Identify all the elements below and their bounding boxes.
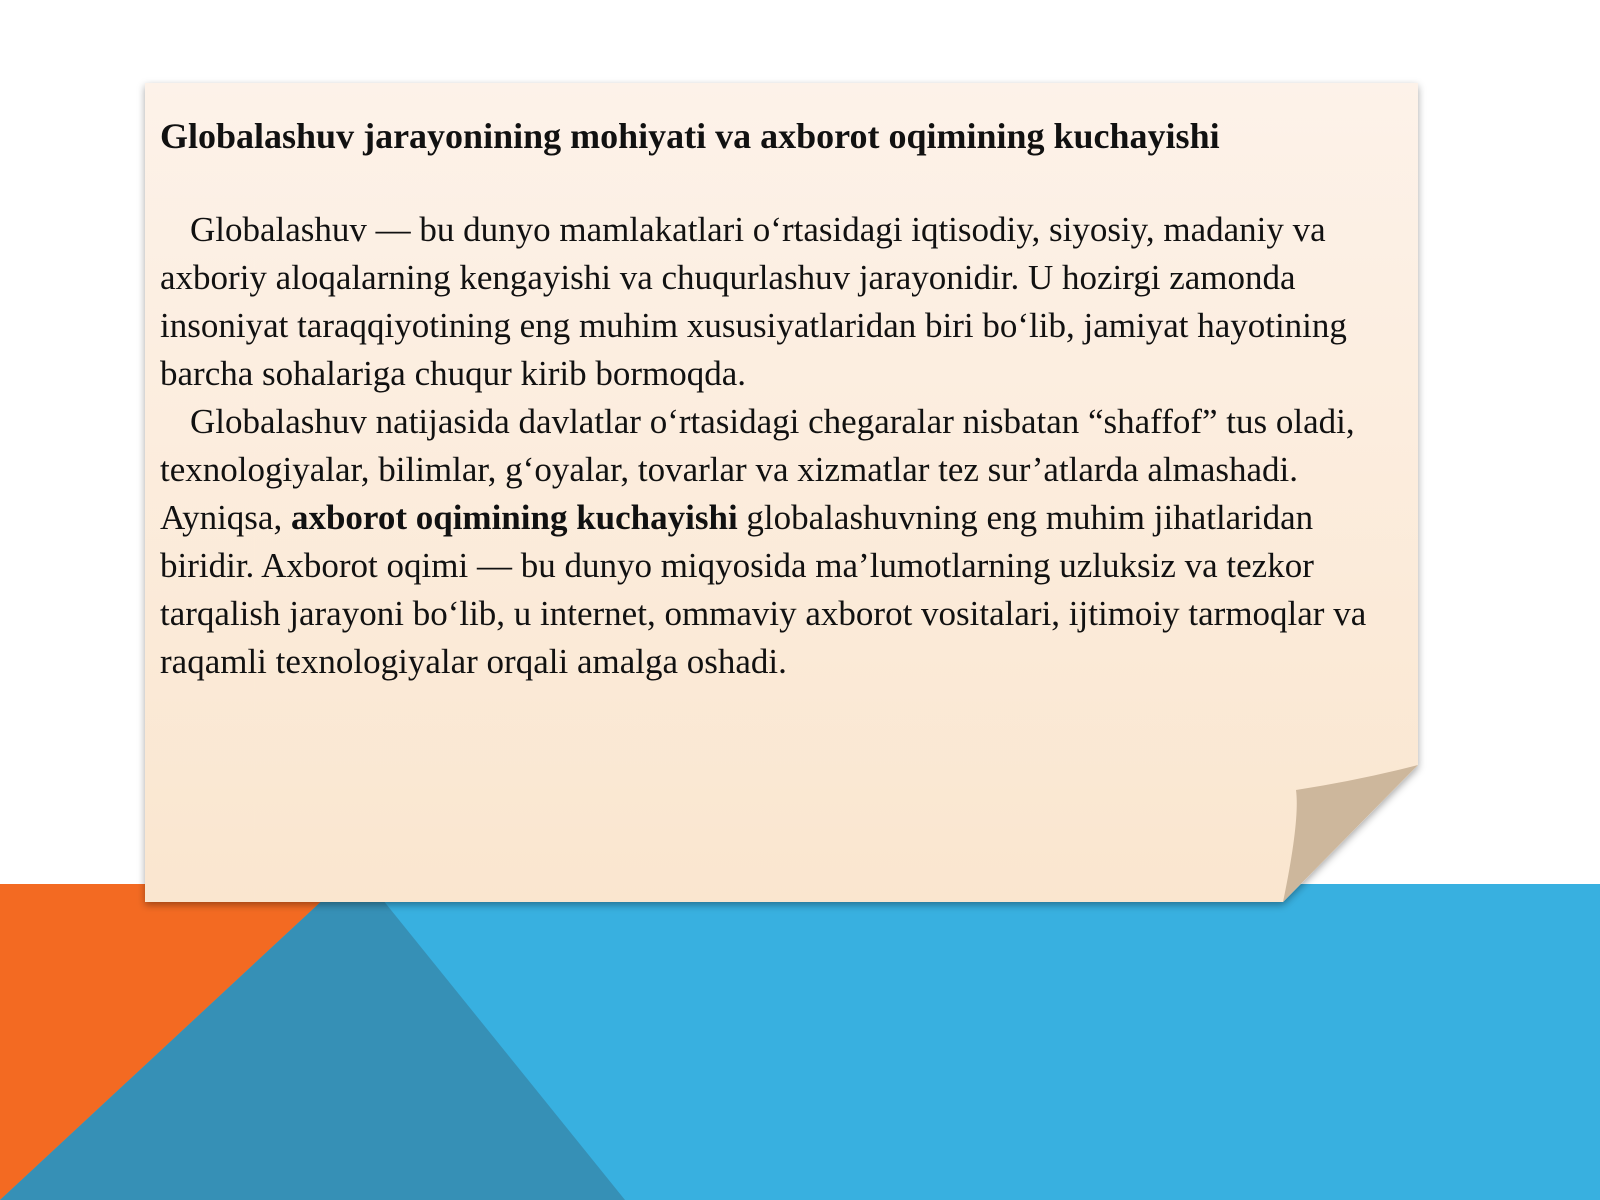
paragraph-1: Globalashuv — bu dunyo mamlakatlari o‘rtasidagi iqtisodiy, siyosiy, madaniy va axboriy aloqalarning kengayishi va chuqurlashuv jarayonidir. U hozirgi zamonda insoniyat taraqqiyotining eng muhim xususiyatlaridan biri bo‘lib, jamiyat hayotining barcha sohalariga chuqur kirib bormoqda.: [160, 210, 1347, 393]
slide-title: Globalashuv jarayonining mohiyati va axborot oqimining kuchayishi: [160, 116, 1220, 156]
paragraph-2-emphasis: axborot oqimining kuchayishi: [290, 498, 738, 537]
paragraph-2-text-start: Globalashuv natijasida davlatlar o‘rtasidagi chegaralar nisbatan “shaffof” tus oladi, texnologiyalar, bilimlar, g‘oyalar, tovarlar va xizmatlar tez sur’atlarda almashadi. Ayniqsa,: [160, 402, 1355, 537]
paragraph-2-text-end: globalashuvning eng muhim jihatlaridan biridir. Axborot oqimi — bu dunyo miqyosida ma’lumotlarning uzluksiz va tezkor tarqalish jarayoni bo‘lib, u internet, ommaviy axborot vositalari, ijtimoiy tarmoqlar va raqamli texnologiyalar orqali amalga oshadi.: [160, 498, 1367, 681]
note-content: [160, 112, 1400, 686]
paragraph-2: [160, 398, 1400, 686]
slide-body: [160, 206, 1400, 686]
